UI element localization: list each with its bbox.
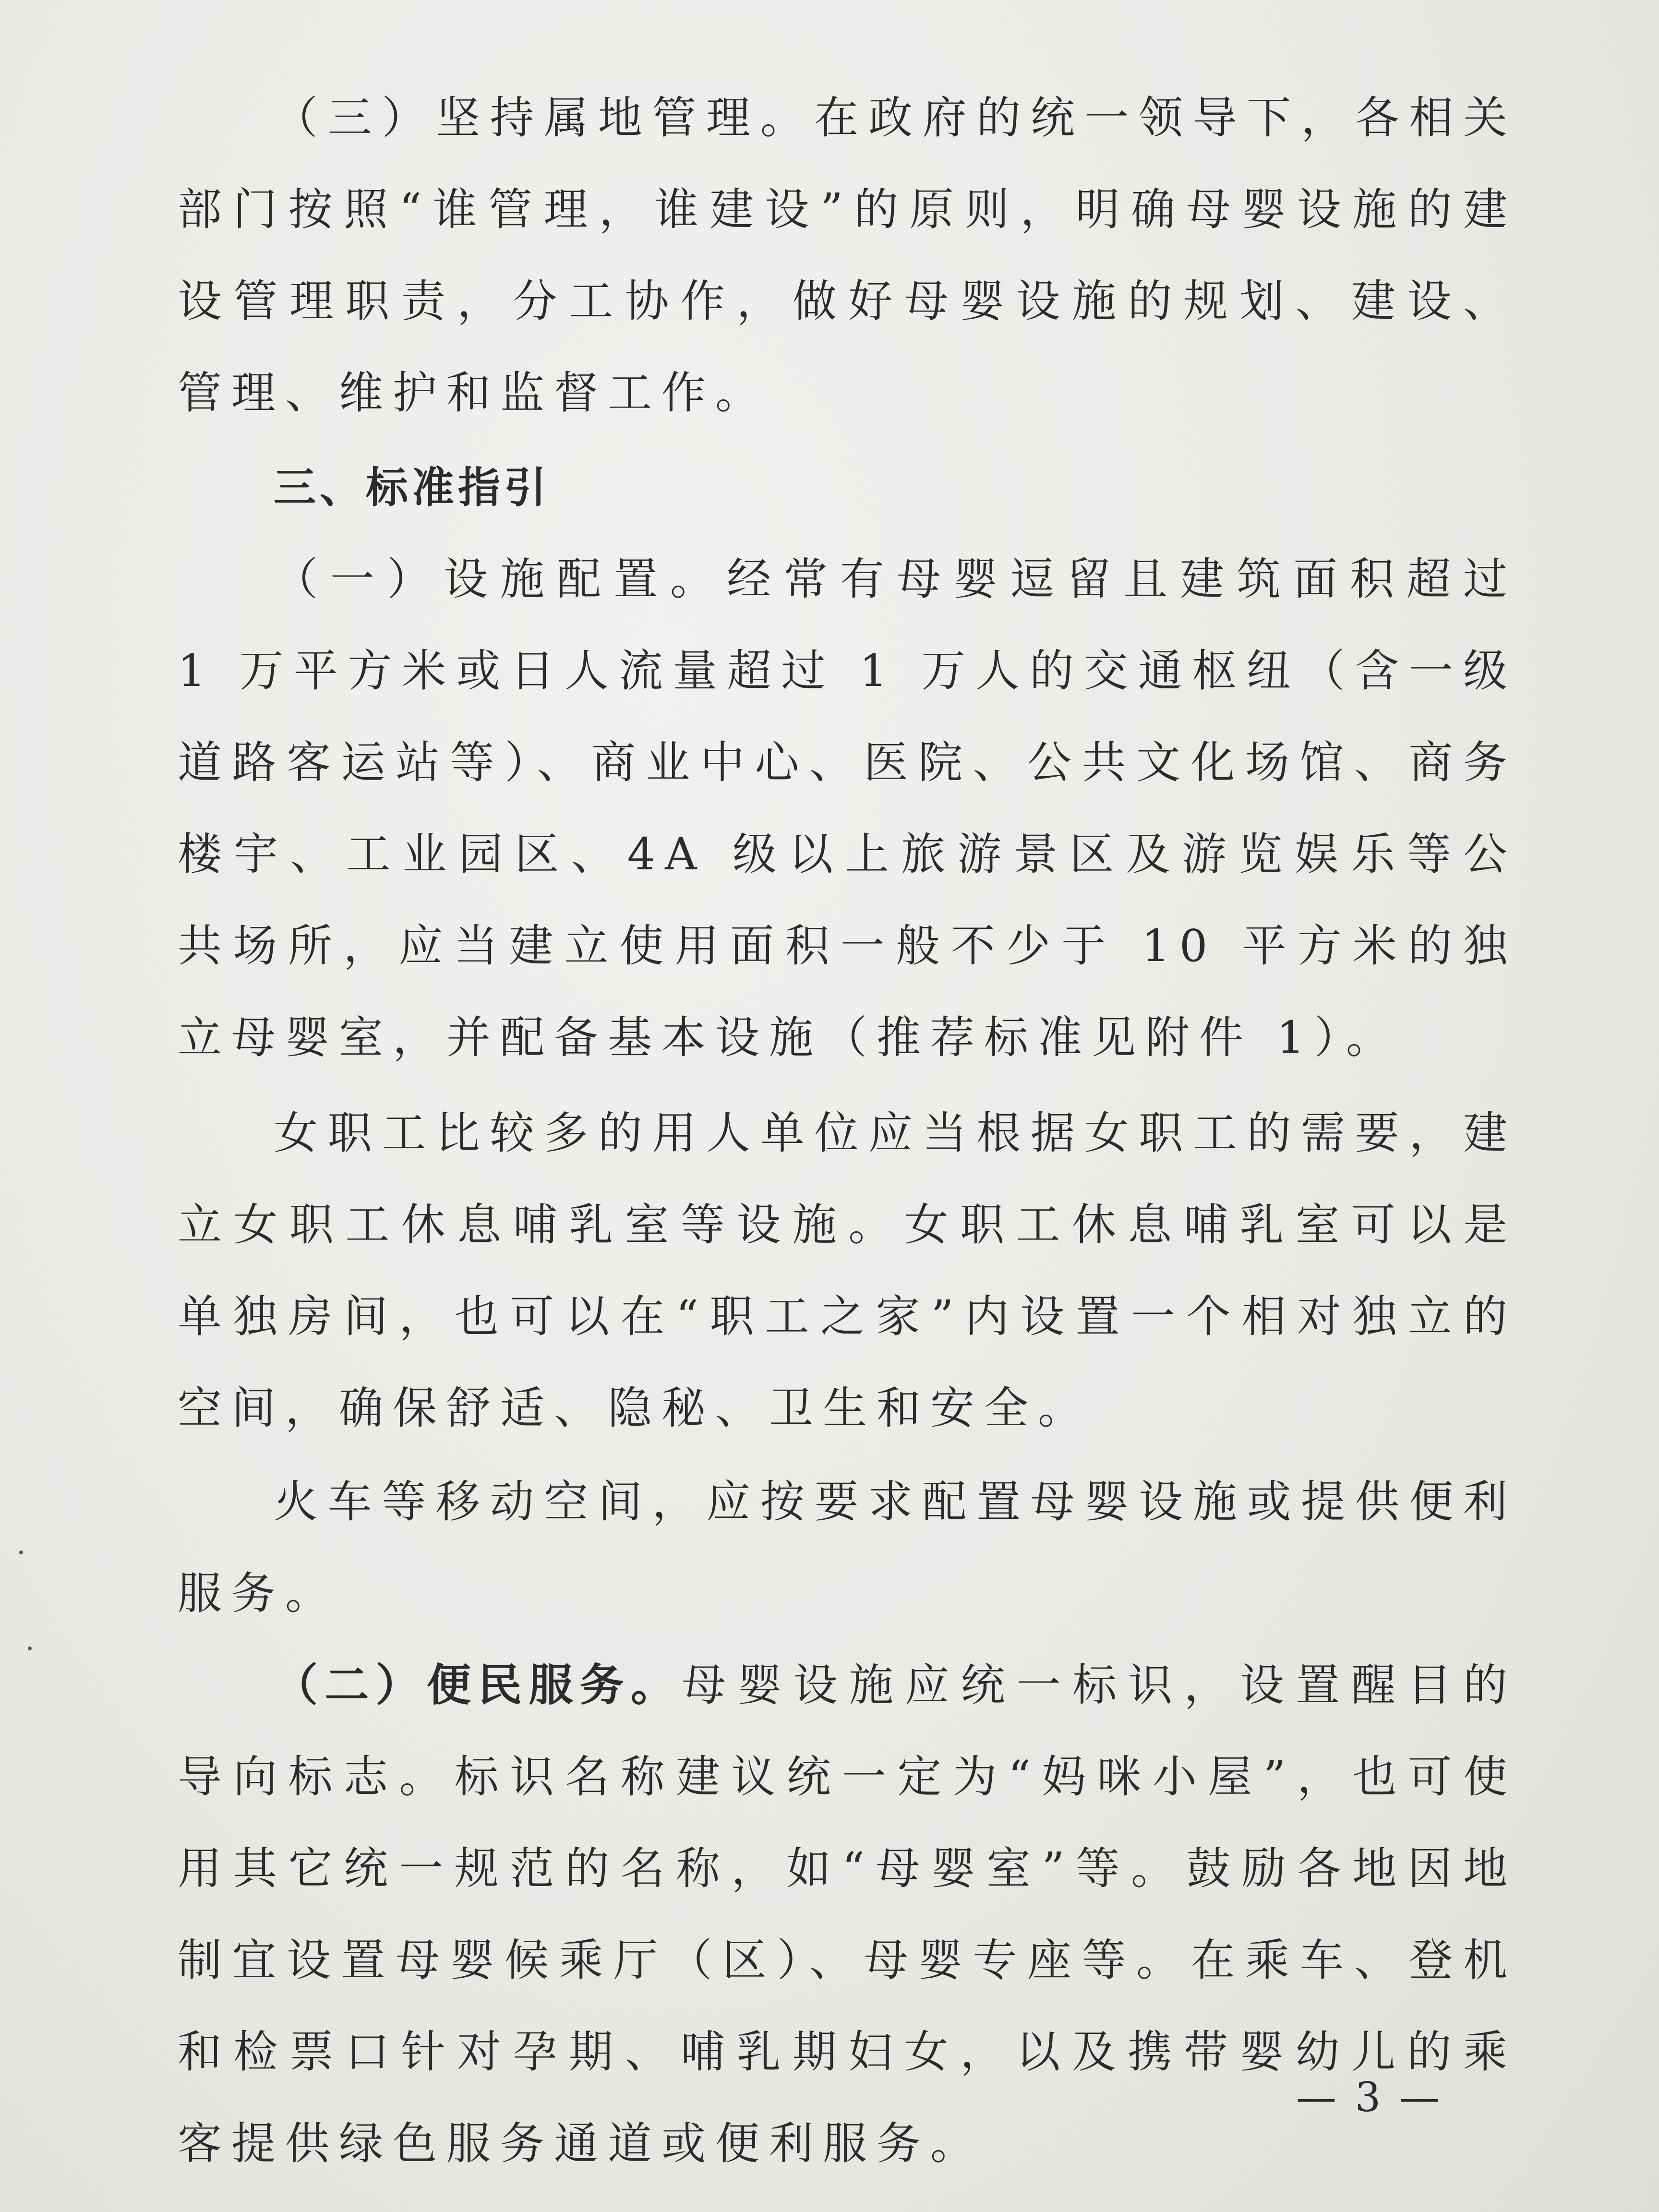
paragraph-text: 设施配置。经常有母婴逗留且建筑面积超过 1 万平方米或日人流量超过 1 万人的交通枢纽（含一级道路客运站等）、商业中心、医院、公共文化场馆、商务楼宇、工业园区、4A 级以上旅游景区及游览娱乐等公共场所，应当建立使用面积一般不少于 10 平方米的独立母婴室，并配备基本设施（推荐标准见附件 1）。	[178, 553, 1517, 1063]
paragraph-text: 女职工比较多的用人单位应当根据女职工的需要，建立女职工休息哺乳室等设施。女职工休息哺乳室可以是单独房间，也可以在“职工之家”内设置一个相对独立的空间，确保舒适、隐秘、卫生和安全。	[178, 1107, 1517, 1434]
paragraph-lead: （一）	[274, 553, 444, 605]
document-body	[178, 72, 1517, 2189]
scan-speck	[19, 1551, 23, 1554]
section-heading: 三、标准指引	[274, 463, 551, 512]
paragraph-lead: （三）	[274, 92, 436, 144]
paragraph-text: 坚持属地管理。在政府的统一领导下，各相关部门按照“谁管理，谁建设”的原则，明确母婴设施的建设管理职责，分工协作，做好母婴设施的规划、建设、管理、维护和监督工作。	[178, 92, 1517, 419]
page-number: — 3 —	[1296, 2074, 1443, 2121]
paragraph-facility-configuration	[178, 533, 1517, 1083]
paragraph-lead: （二）便民服务。	[274, 1659, 682, 1711]
scan-speck	[28, 1647, 32, 1650]
paragraph-adhere-local-management	[178, 72, 1517, 439]
paragraph-mobile-spaces	[178, 1456, 1517, 1639]
paragraph-female-staff-rooms	[178, 1087, 1517, 1454]
paragraph-text: 火车等移动空间，应按要求配置母婴设施或提供便利服务。	[178, 1476, 1517, 1619]
paragraph-text: 母婴设施应统一标识，设置醒目的导向标志。标识名称建议统一定为“妈咪小屋”，也可使用其它统一规范的名称，如“母婴室”等。鼓励各地因地制宜设置母婴候乘厅（区）、母婴专座等。在乘车、登机和检票口针对孕期、哺乳期妇女，以及携带婴幼儿的乘客提供绿色服务通道或便利服务。	[178, 1659, 1517, 2169]
